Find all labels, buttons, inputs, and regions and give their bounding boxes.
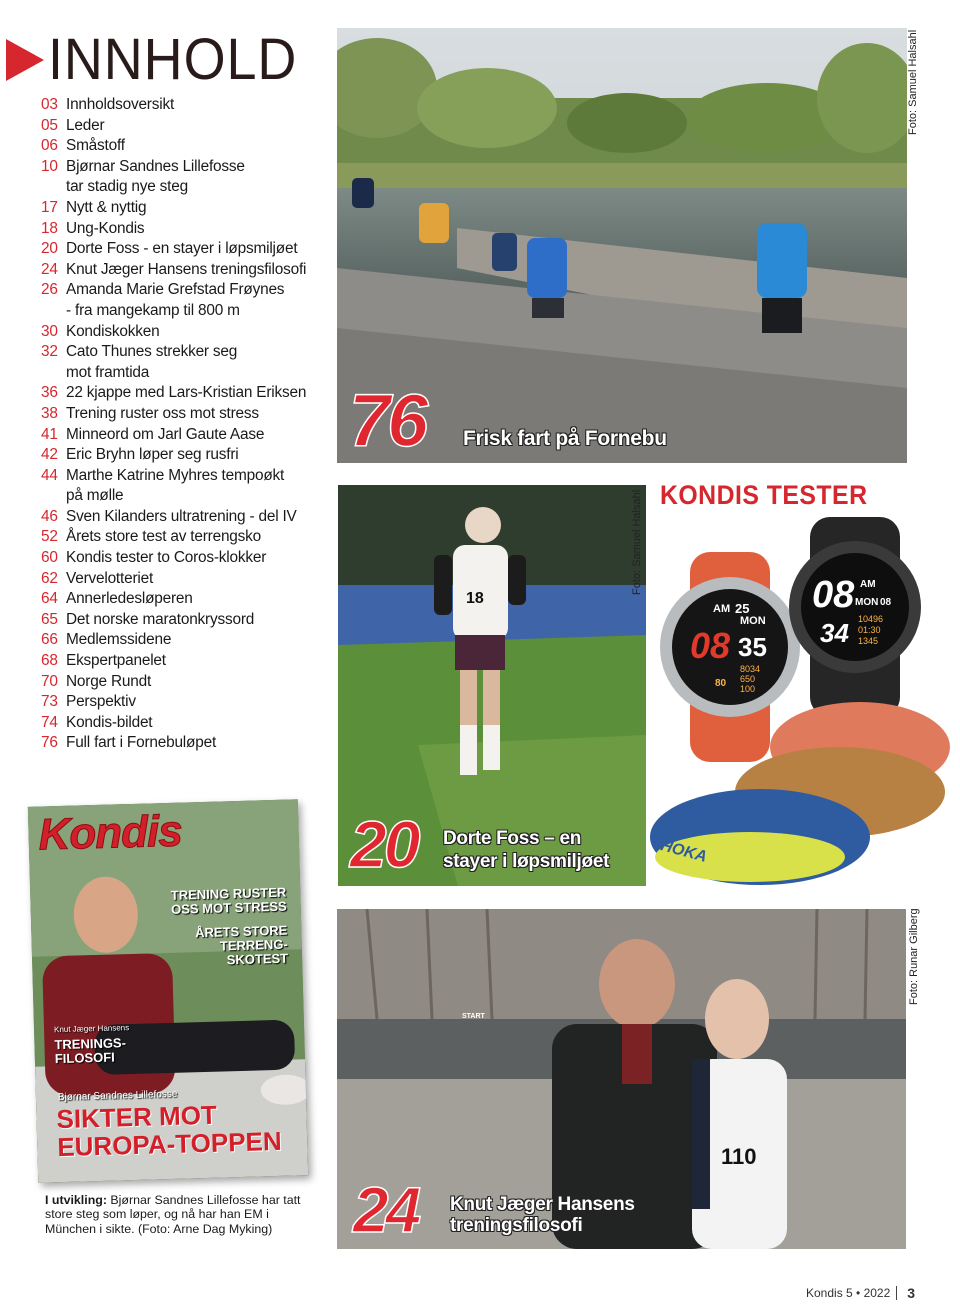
page-header (6, 27, 316, 92)
magazine-cover (28, 799, 308, 1182)
toc-page-number: 06 (41, 137, 58, 155)
toc-title: Kondis-bildet (66, 713, 153, 731)
cover-line5: SKOTEST (226, 950, 289, 968)
toc-page-number: 36 (41, 384, 58, 402)
table-of-contents (41, 95, 331, 754)
toc-page-number: 73 (41, 693, 58, 711)
photo-caption-line1: Dorte Foss – en (443, 828, 582, 849)
toc-page-number: 30 (41, 322, 58, 340)
toc-entry (41, 425, 331, 446)
page-footer (806, 1285, 915, 1301)
toc-title: Kondis tester to Coros-klokker (66, 549, 267, 567)
toc-entry (41, 219, 331, 240)
toc-title: tar stadig nye steg (66, 178, 188, 196)
watch2-date: 08 (880, 597, 892, 608)
toc-page-number: 03 (41, 96, 58, 113)
toc-page-number: 46 (41, 507, 58, 525)
toc-title: Innholdsoversikt (66, 96, 175, 113)
toc-entry (41, 136, 331, 157)
race-bib: 110 (721, 1144, 757, 1169)
watch2-minute: 34 (820, 618, 849, 648)
start-banner: START (462, 1013, 485, 1020)
toc-entry (41, 198, 331, 219)
cover-red1: SIKTER MOT (56, 1099, 218, 1135)
photo-caption-line2: treningsfilosofi (450, 1215, 583, 1236)
toc-title: Vervelotteriet (66, 569, 154, 587)
watch1-stat3: 100 (740, 684, 756, 694)
toc-entry (41, 280, 331, 301)
toc-title: Norge Rundt (66, 672, 152, 690)
toc-title: - fra mangekamp til 800 m (66, 301, 240, 319)
toc-title: Full fart i Fornebuløpet (66, 734, 217, 752)
toc-page-number: 38 (41, 404, 58, 422)
watch1-stat1: 8034 (740, 664, 761, 674)
toc-title: Kondiskokken (66, 322, 160, 340)
toc-page-number: 74 (41, 713, 58, 731)
toc-entry (41, 630, 331, 651)
toc-entry (41, 589, 331, 610)
photo-caption-line2: stayer i løpsmiljøet (443, 851, 610, 872)
kondis-tester-heading: KONDIS TESTER (660, 480, 868, 510)
toc-entry (41, 363, 331, 384)
triangle-icon (6, 39, 44, 81)
toc-page-number: 26 (41, 281, 58, 299)
toc-page-number: 10 (41, 157, 58, 175)
toc-page-number: 32 (41, 343, 58, 361)
toc-page-number: 42 (41, 446, 58, 464)
watch1-minute: 35 (738, 632, 767, 662)
issue-label: Kondis 5 • 2022 (806, 1286, 891, 1300)
toc-title: Årets store test av terrengsko (66, 528, 262, 546)
toc-page-number (41, 486, 66, 507)
toc-title: Medlemssidene (66, 631, 172, 649)
toc-page-number (41, 301, 66, 322)
watch1-day: MON (740, 615, 766, 627)
toc-entry (41, 466, 331, 487)
watch2-day: MON (855, 597, 879, 608)
toc-page-number: 41 (41, 425, 58, 443)
toc-title: Knut Jæger Hansens treningsfilosofi (66, 260, 307, 278)
toc-title: Annerledesløperen (66, 590, 193, 608)
toc-title: Cato Thunes strekker seg (66, 343, 238, 361)
toc-page-number: 17 (41, 198, 58, 216)
toc-page-number: 60 (41, 549, 58, 567)
cover-line4: TERRENG- (219, 936, 288, 954)
toc-title: Amanda Marie Grefstad Frøynes (66, 281, 285, 299)
toc-entry (41, 569, 331, 590)
watch2-stat3: 1345 (858, 636, 879, 646)
toc-page-number: 62 (41, 569, 58, 587)
toc-entry (41, 548, 331, 569)
cover-caption-bold: I utvikling: (45, 1193, 107, 1207)
toc-page-number: 24 (41, 260, 58, 278)
toc-entry (41, 713, 331, 734)
watch1-stat4: 80 (715, 678, 727, 689)
toc-entry (41, 527, 331, 548)
toc-title: Det norske maratonkryssord (66, 610, 255, 628)
toc-title: på mølle (66, 487, 124, 505)
toc-entry (41, 116, 331, 137)
toc-entry (41, 672, 331, 693)
toc-page-number: 66 (41, 631, 58, 649)
page-number: 3 (907, 1285, 916, 1301)
toc-entry (41, 507, 331, 528)
toc-page-number: 70 (41, 672, 58, 690)
toc-page-number: 64 (41, 590, 58, 608)
toc-title: mot framtida (66, 363, 150, 381)
cover-small1: Knut Jæger Hansens (53, 1023, 130, 1035)
toc-entry (41, 733, 331, 754)
toc-title: Ung-Kondis (66, 219, 145, 237)
toc-entry (41, 383, 331, 404)
watch1-ampm: AM (713, 603, 731, 615)
toc-entry (41, 342, 331, 363)
cover-line6: TRENINGS- (54, 1035, 127, 1053)
race-bib: 18 (466, 590, 484, 607)
cover-line2: OSS MOT STRESS (170, 898, 287, 917)
toc-entry (41, 404, 331, 425)
page-number-badge: 24 (353, 1174, 419, 1246)
watch1-date: 25 (735, 601, 750, 616)
page-number-badge: 20 (350, 807, 418, 881)
watch2-stat2: 01:30 (858, 625, 881, 635)
toc-page-number: 20 (41, 240, 58, 258)
toc-page-number: 76 (41, 734, 58, 752)
toc-entry (41, 301, 331, 322)
cover-logo: Kondis (37, 806, 183, 860)
toc-entry (41, 445, 331, 466)
toc-title: Minneord om Jarl Gaute Aase (66, 425, 265, 443)
cover-line1: TRENING RUSTER (170, 884, 287, 903)
toc-entry (41, 651, 331, 672)
toc-title: Sven Kilanders ultratrening - del IV (66, 507, 297, 525)
photo-knut-jaeger-hansen (337, 909, 906, 1249)
photo-fornebu-runners (337, 28, 907, 463)
toc-title: Småstoff (66, 137, 125, 155)
cover-caption-text: Bjørnar Sandnes Lillefosse har tatt store steg som løper, og nå har han EM i München i sikte. (Foto: Arne Dag Myking) (45, 1193, 301, 1236)
toc-title: Marthe Katrine Myhres tempoøkt (66, 466, 285, 484)
cover-caption (45, 1193, 307, 1236)
toc-page-number: 44 (41, 466, 58, 484)
cover-small2: Bjørnar Sandnes Lillefosse (57, 1088, 178, 1104)
cover-red2: EUROPA-TOPPEN (56, 1125, 283, 1163)
watch2-hour: 08 (812, 574, 855, 616)
toc-entry (41, 260, 331, 281)
toc-page-number: 18 (41, 219, 58, 237)
toc-title: Dorte Foss - en stayer i løpsmiljøet (66, 240, 298, 258)
toc-entry (41, 610, 331, 631)
photo-credit-bottom: Foto: Runar Gilberg (908, 908, 920, 1005)
cover-line3: ÅRETS STORE (194, 922, 288, 941)
toc-title: Eric Bryhn løper seg rusfri (66, 446, 239, 464)
toc-entry (41, 157, 331, 178)
toc-title: 22 kjappe med Lars-Kristian Eriksen (66, 384, 307, 402)
watch1-hour: 08 (690, 625, 731, 666)
toc-title: Ekspertpanelet (66, 652, 166, 670)
shoe-brand: HOKA (658, 837, 709, 866)
watches-and-shoes (650, 512, 950, 892)
toc-entry (41, 692, 331, 713)
watch1-stat2: 650 (740, 674, 756, 684)
toc-title: Leder (66, 116, 105, 134)
toc-title: Perspektiv (66, 693, 136, 711)
photo-credit-mid: Foto: Samuel Halsahl (631, 489, 643, 595)
photo-caption-line1: Knut Jæger Hansens (450, 1194, 635, 1215)
toc-page-number: 05 (41, 116, 58, 134)
toc-entry (41, 486, 331, 507)
watch2-stat1: 10496 (858, 614, 884, 624)
photo-dorte-foss (338, 485, 646, 886)
toc-title: Nytt & nyttig (66, 198, 147, 216)
toc-page-number: 52 (41, 528, 58, 546)
toc-entry (41, 322, 331, 343)
toc-title: Trening ruster oss mot stress (66, 404, 259, 422)
toc-page-number: 68 (41, 652, 58, 670)
page-title: INNHOLD (48, 27, 298, 92)
page-number-badge: 76 (349, 379, 426, 462)
toc-title: Bjørnar Sandnes Lillefosse (66, 157, 245, 175)
toc-entry (41, 177, 331, 198)
photo-caption: Frisk fart på Fornebu (463, 427, 667, 450)
footer-divider (896, 1286, 897, 1300)
toc-entry (41, 239, 331, 260)
watch2-ampm: AM (860, 579, 876, 590)
toc-page-number (41, 363, 66, 384)
toc-page-number (41, 177, 66, 198)
toc-entry (41, 95, 331, 116)
photo-credit-top: Foto: Samuel Halsahl (907, 29, 919, 135)
cover-line7: FILOSOFI (54, 1049, 115, 1067)
toc-page-number: 65 (41, 610, 58, 628)
